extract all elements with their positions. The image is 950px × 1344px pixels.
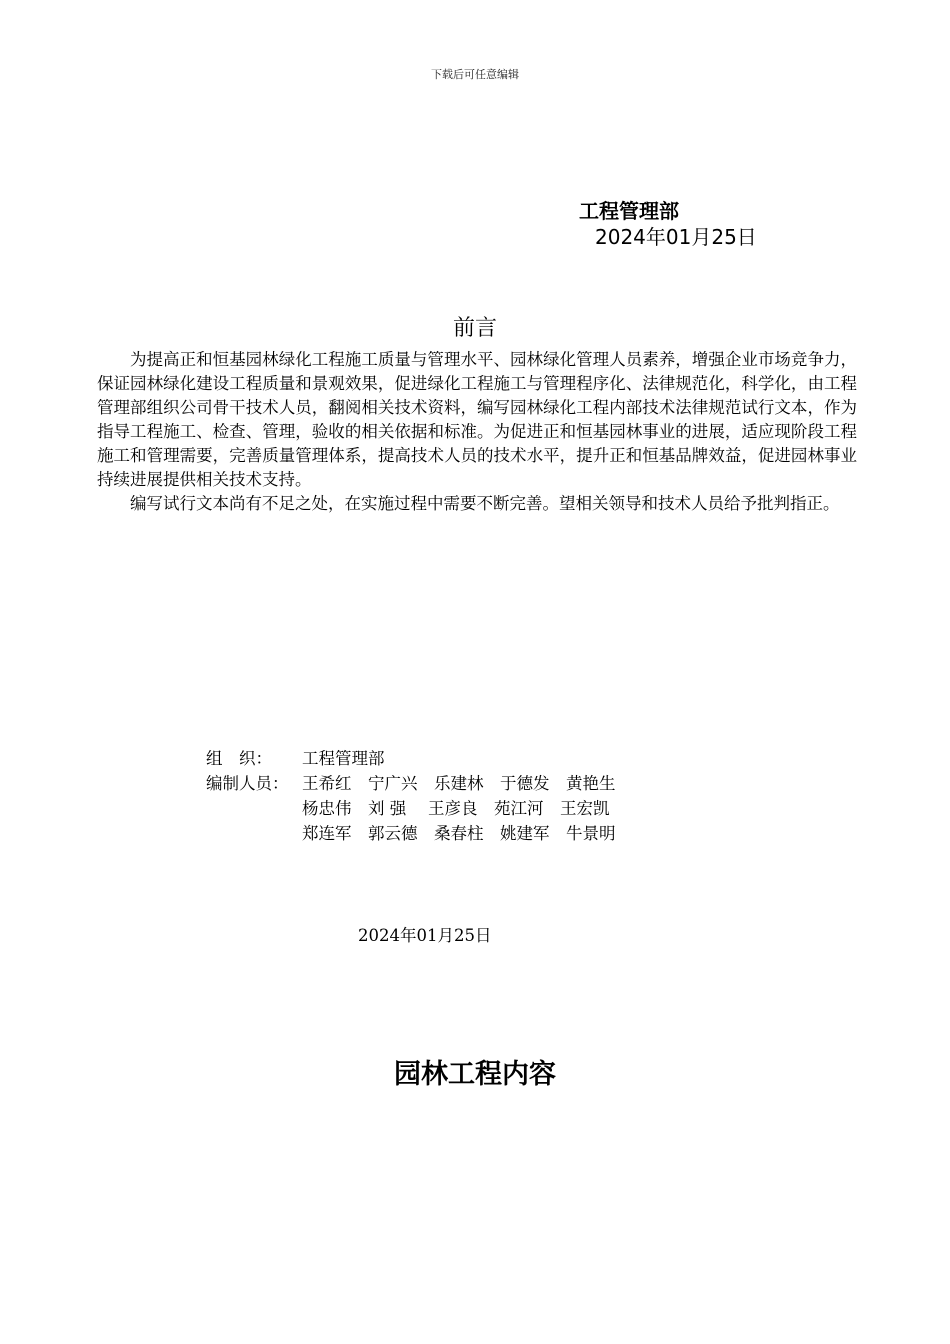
editors-row: [206, 821, 616, 846]
page-header-note: 下载后可任意编辑: [431, 68, 519, 81]
org-value: 工程管理部: [302, 749, 385, 768]
preface-title: 前言: [452, 316, 497, 341]
org-row: [206, 746, 616, 771]
editors-names: 郑连军 郭云德 桑春柱 姚建军 牛景明: [302, 824, 616, 843]
editors-row: [206, 796, 616, 821]
org-label: 组 织：: [206, 749, 272, 768]
section-title: 园林工程内容: [394, 1059, 556, 1090]
preface-paragraph: 为提高正和恒基园林绿化工程施工质量与管理水平、园林绿化管理人员素养，增强企业市场竞争力，保证园林绿化建设工程质量和景观效果，促进绿化工程施工与管理程序化、法律规范化，科学化，由工程管理部组织公司骨干技术人员，翻阅相关技术资料，编写园林绿化工程内部技术法律规范试行文本，作为指导工程施工、检查、管理，验收的相关依据和标准。为促进正和恒基园林事业的进展，适应现阶段工程施工和管理需要，完善质量管理体系，提高技术人员的技术水平，提升正和恒基品牌效益，促进园林事业持续进展提供相关技术支持。: [97, 350, 857, 489]
footer-date: 2024年01月25日: [358, 926, 492, 945]
preface-body: [97, 348, 857, 516]
staff-list: [206, 746, 616, 846]
department-signature: [579, 198, 757, 250]
department-name: 工程管理部: [579, 199, 679, 223]
preface-paragraph: 编写试行文本尚有不足之处，在实施过程中需要不断完善。望相关领导和技术人员给予批判指正。: [130, 494, 840, 513]
editors-names: 王希红 宁广兴 乐建林 于德发 黄艳生: [302, 774, 616, 793]
department-date: 2024年01月25日: [595, 225, 757, 249]
editors-names: 杨忠伟 刘 强 王彦良 苑江河 王宏凯: [302, 799, 610, 818]
editors-row: [206, 771, 616, 796]
editors-label: 编制人员：: [206, 774, 289, 793]
